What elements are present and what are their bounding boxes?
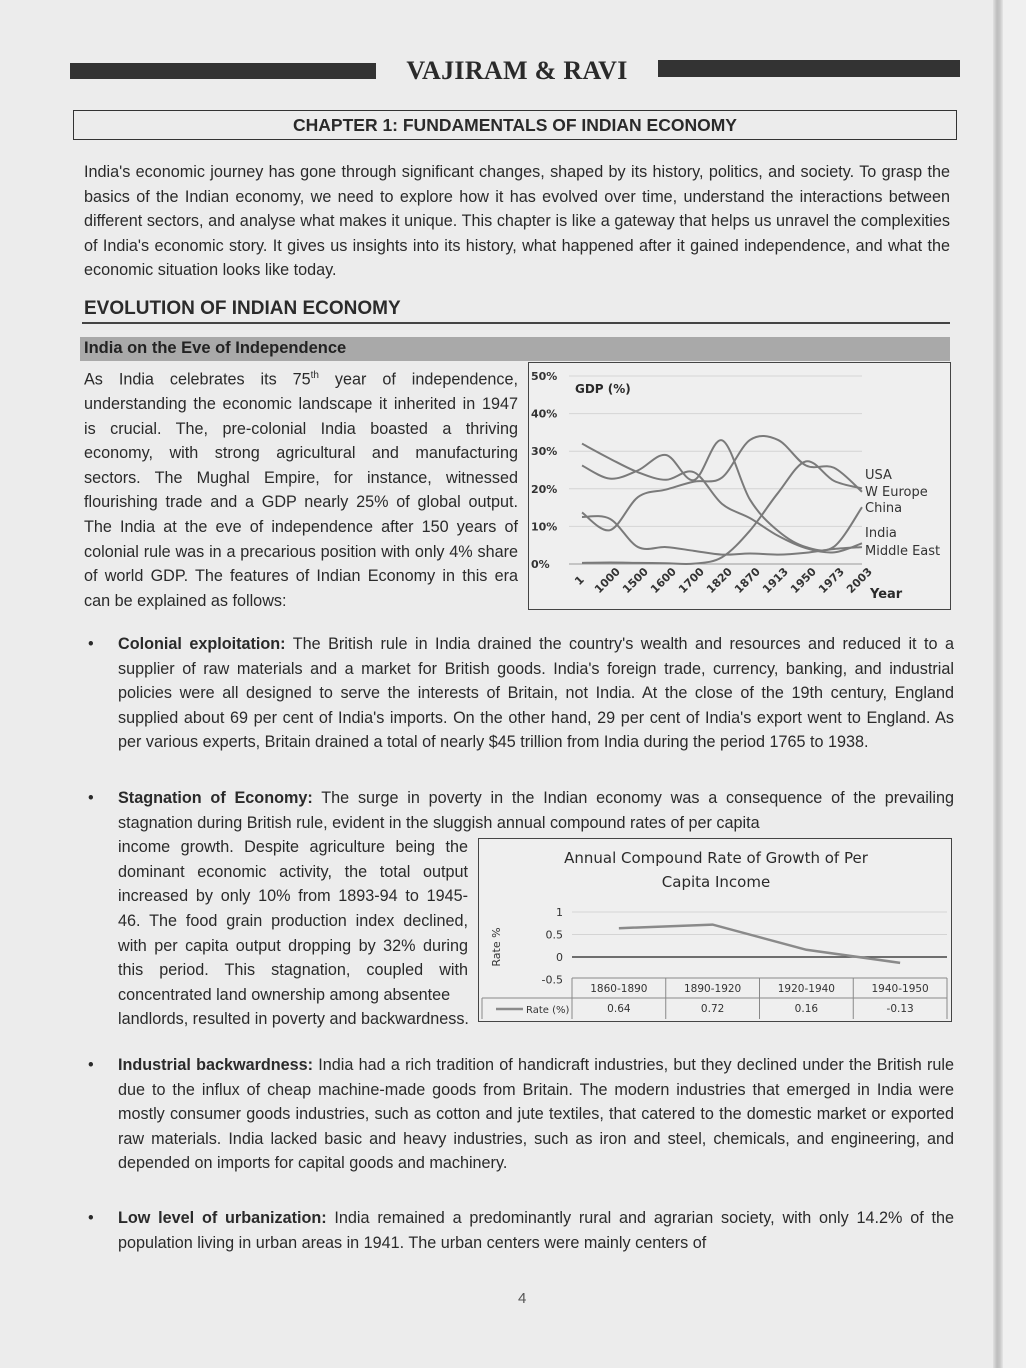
x-tick-label: 2003 [844,565,875,596]
page-binding-edge [993,0,1003,1368]
y-tick-label: 1 [556,906,563,919]
value-cell: 0.72 [700,1003,725,1015]
bullet-text-after-chart: landlords, resulted in poverty and backwardness. [118,1010,469,1029]
x-tick-label: 1500 [620,565,651,596]
bullet-colonial-exploitation [84,632,954,755]
bullet-heading: Colonial exploitation: [118,635,286,653]
series-line [582,444,862,553]
x-tick-label: 1870 [732,565,763,596]
eve-text-rest: year of independence, understanding the economic landscape it inherited in 1947 is crucial. The, pre-colonial India boasted a thriving economy, with strong agricultural and manufacturing sectors. The Mughal Empire, for instance, witnessed flourishing trade and a GDP nearly 25% of global output. The India at the eve of independence after 150 years of colonial rule was in a precarious position with only 4% share of world GDP. The features of Indian Economy in this era can be explained as follows: [84,370,518,610]
category-cell: 1890-1920 [684,983,742,995]
chart-title: GDP (%) [575,382,631,396]
pci-chart-canvas [479,839,953,1023]
gdp-share-chart [528,362,951,610]
y-tick-label: 20% [531,482,558,496]
y-tick-label: 0.5 [545,928,563,942]
bullet-icon: • [88,635,94,653]
value-cell: -0.13 [886,1003,914,1015]
eve-paragraph [84,364,518,613]
subsection-title: India on the Eve of Independence [84,339,347,357]
bullet-heading: Stagnation of Economy: [118,789,313,807]
x-tick-label: 1700 [676,565,707,596]
header-bar-right [658,60,960,77]
legend-label: W Europe [865,485,928,500]
series-line [582,436,862,530]
section-divider [82,322,950,324]
brand-header [70,56,960,85]
legend-label: Middle East [865,544,941,559]
subsection-band [80,337,950,361]
x-tick-label: 1950 [788,565,819,596]
y-tick-label: 0% [531,558,550,571]
value-cell: 0.16 [794,1003,819,1015]
legend-label: China [865,501,903,516]
ordinal-suffix: th [310,370,319,381]
bullet-icon: • [88,789,94,807]
bullet-text: The British rule in India drained the country's wealth and resources and reduced it to a supplier of raw materials and a market for British goods. India's foreign trade, currency, banking, and industrial policies were all designed to serve the interests of Britain, not India. At the close of the 19th century, England supplied about 69 per cent of India's imports. On the other hand, 29 per cent of India's export went to England. As per various experts, Britain drained a total of nearly $45 trillion from India during the period 1765 to 1938. [118,635,954,752]
bullet-icon: • [88,1209,94,1227]
y-tick-label: 40% [531,407,558,421]
y-tick-label: 0 [556,951,563,964]
x-tick-label: 1913 [760,565,791,596]
category-cell: 1860-1890 [590,983,648,995]
bullet-text-beside-chart: income growth. Despite agriculture being the dominant economic activity, the total output increased by only 10% from 1893-94 to 1945-46. The food grain production index declined, with per capita output dropping by 32% during this period. This stagnation, coupled with concentrated land ownership among absentee [118,838,468,1004]
gdp-chart-canvas [529,363,952,611]
legend-label: Rate (%) [526,1005,570,1016]
per-capita-income-chart [478,838,952,1022]
y-tick-label: -0.5 [541,973,563,987]
bullet-heading: Industrial backwardness: [118,1056,314,1074]
y-tick-label: 30% [531,445,558,459]
x-tick-label: 1820 [704,565,735,596]
intro-paragraph: India's economic journey has gone through significant changes, shaped by its history, politics, and society. To grasp the basics of the Indian economy, we need to explore how it has evolved over time, understand the interactions between different sectors, and analyse what makes it unique. This chapter is like a gateway that helps us unravel the complexities of India's economic story. It gives us insights into its history, what happened after it gained independence, and what the economic situation looks like today. [84,163,950,280]
category-cell: 1940-1950 [871,983,929,995]
eve-text-start: As India celebrates its 75 [84,370,311,389]
adjacent-page-margin [1003,0,1026,1368]
category-cell: 1920-1940 [777,983,835,995]
x-tick-label: 1 [572,573,587,588]
bullet-heading: Low level of urbanization: [118,1209,327,1227]
chapter-title-box [73,110,957,140]
x-axis-label: Year [870,587,903,602]
bullet-industrial-backwardness [84,1053,954,1176]
legend-label: India [865,526,897,541]
x-tick-label: 1600 [648,565,679,596]
x-tick-label: 1000 [592,565,623,596]
series-line [582,516,862,555]
brand-name: VAJIRAM & RAVI [406,56,628,85]
section-title: EVOLUTION OF INDIAN ECONOMY [84,298,401,319]
bullet-text: India had a rich tradition of handicraft industries, but they declined under the British rule due to the influx of cheap machine-made goods from Britain. The modern industries that emerged in India were mostly consumer goods industries, such as cotton and jute textiles, that catered to the domestic market or exported raw materials. India lacked basic and heavy industries, such as iron and steel, chemicals, and engineering, and depended on imports for capital goods and machinery. [118,1056,954,1173]
value-cell: 0.64 [607,1003,631,1015]
bullet-text: The surge in poverty in the Indian economy was a consequence of the prevailing stagnation during British rule, evident in the sluggish annual compound rates of per capita [118,789,955,832]
header-bar-left [70,63,376,79]
x-tick-label: 1973 [816,565,847,596]
chapter-title: CHAPTER 1: FUNDAMENTALS OF INDIAN ECONOMY [293,115,737,135]
page-number: 4 [518,1290,527,1307]
bullet-text: India remained a predominantly rural and agrarian society, with only 14.2% of the population living in urban areas in 1941. The urban centers were mainly centers of [118,1209,954,1252]
y-tick-label: 50% [531,370,558,383]
legend-label: USA [865,468,892,483]
y-tick-label: 10% [531,520,558,534]
chart-title: Capita Income [661,873,771,891]
chart-title: Annual Compound Rate of Growth of Per [564,849,868,867]
bullet-low-urbanization [84,1206,954,1255]
bullet-icon: • [88,1056,94,1074]
y-axis-label: Rate % [490,927,503,967]
